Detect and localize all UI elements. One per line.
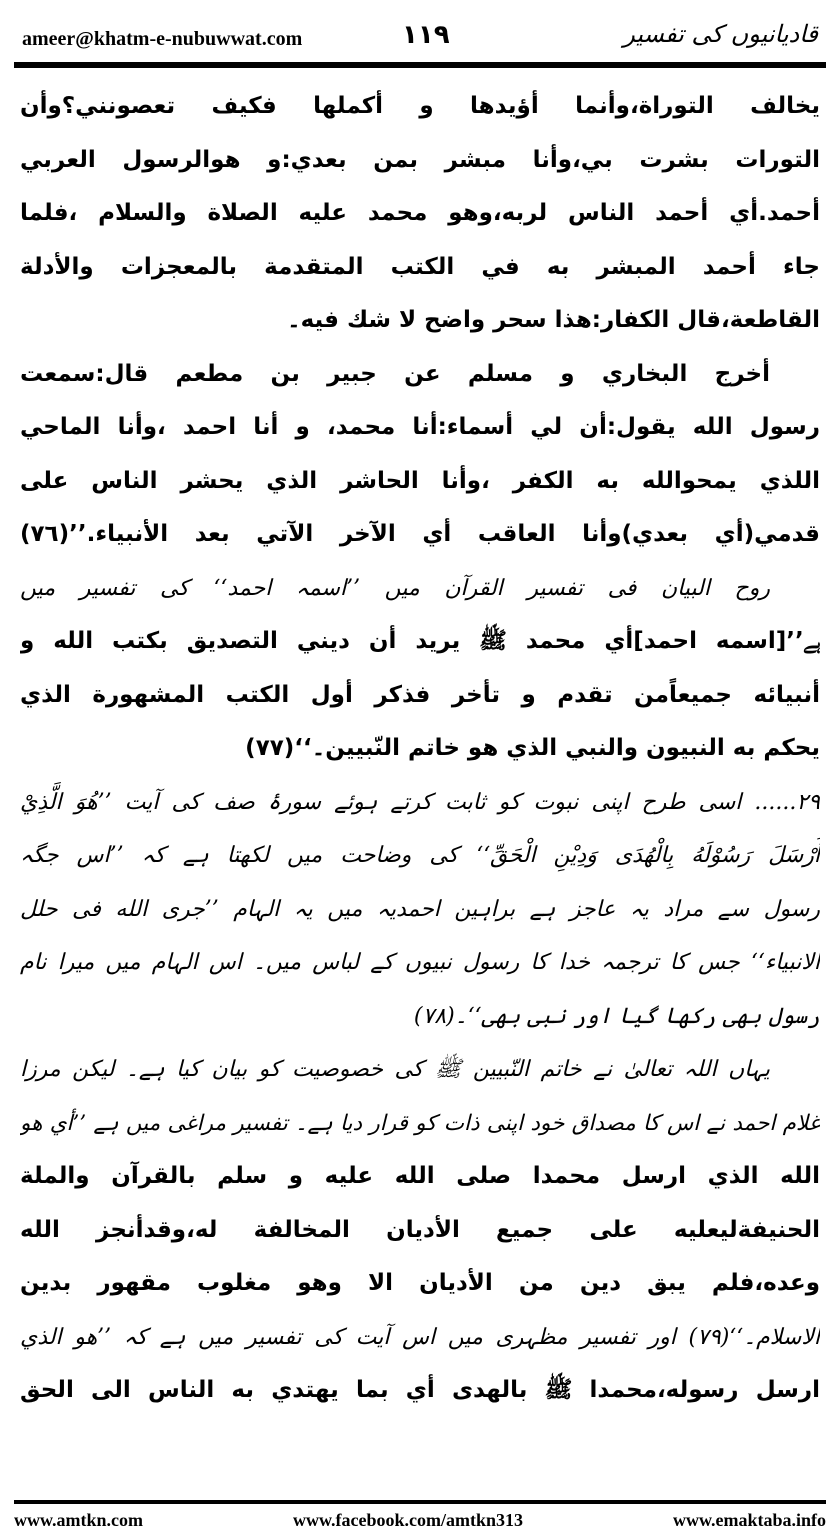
page-body [20, 80, 820, 1492]
page-footer [14, 1510, 826, 1536]
text-line: أحمد.أي أحمد الناس لربه،وهو محمد عليه الصلاة والسلام ،فلما [20, 200, 820, 226]
text-line: أخرج البخاري و مسلم عن جبير بن مطعم قال:سمعت [20, 360, 770, 387]
header-email: ameer@khatm-e-nubuwwat.com [22, 28, 303, 50]
text-line: رسول سے مراد یہ عاجز ہے براہین احمدیہ میں یہ الہام ’’جری الله فی حلل [20, 896, 820, 922]
text-line: يخالف التوراة،وأنما أؤيدها و أكملها فكيف تعصونني؟وأن [20, 93, 820, 119]
page-number: ١١٩ [402, 20, 450, 50]
text-line: القاطعة،قال الكفار:هذا سحر واضح لا شك فيه۔ [287, 307, 820, 333]
text-line: الحنيفةليعليه على جميع الأديان المخالفة له،وقدأنجز الله [20, 1216, 820, 1243]
text-line: ۲۹...... اسی طرح اپنی نبوت کو ثابت کرتے ہوئے سورۂ صف کی آیت ’’هُوَ الَّذِيْ [20, 789, 820, 815]
text-line: أَرْسَلَ رَسُوْلَهُ بِالْهُدَى وَدِيْنِ الْحَقِّ‘‘ کی وضاحت میں لکھتا ہے کہ ’’اس جگہ [20, 843, 820, 868]
footer-link-emaktaba[interactable]: www.emaktaba.info [672, 1510, 826, 1530]
page-header [14, 8, 826, 56]
text-line: اللذي يمحوالله به الكفر ،وأنا الحاشر الذي يحشر الناس على [20, 467, 820, 494]
text-line: رسول الله يقول:أن لي أسماء:أنا محمد، و أنا احمد ،وأنا الماحي [20, 414, 820, 440]
text-line: وعده،فلم يبق دين من الأديان الا وهو مغلوب مقهور بدين [20, 1270, 820, 1296]
text-line: رسول بھی رکھا گیا اور نبی بھی‘‘۔(۷۸) [413, 1003, 820, 1029]
text-line: ہے’’[اسمه احمد]أي محمد ﷺ يريد أن ديني التصديق بكتب الله و [20, 628, 820, 654]
text-line: جاء أحمد المبشر به في الكتب المتقدمة بالمعجزات والأدلة [20, 253, 820, 280]
text-line: غلام احمد نے اس کا مصداق خود اپنی ذات کو قرار دیا ہے۔ تفسیر مراغی میں ہے ’’أي هو [20, 1110, 820, 1136]
header-divider [14, 62, 826, 68]
text-line: التورات بشرت بي،وأنا مبشر بمن بعدي:و هوالرسول العربي [20, 146, 820, 173]
book-title: قادیانیوں کی تفسیر [623, 20, 818, 48]
footer-link-facebook[interactable]: www.facebook.com/amtkn313 [292, 1510, 523, 1530]
text-line: یہاں اللہ تعالیٰ نے خاتم النّبیین ﷺ کی خصوصیت کو بیان کیا ہے۔ لیکن مرزا [20, 1057, 770, 1082]
text-line: أنبيائه جميعاًمن تقدم و تأخر فذكر أول الكتب المشهورة الذي [20, 681, 820, 708]
text-line: ارسل رسوله،محمدا ﷺ بالهدى أي بما يهتدي به الناس الى الحق [20, 1377, 820, 1403]
text-line: روح البیان فی تفسیر القرآن میں ’’اسمہ احمد‘‘ کی تفسیر میں [20, 575, 770, 601]
footer-link-amtkn[interactable]: www.amtkn.com [14, 1510, 143, 1530]
footer-divider [14, 1500, 826, 1504]
text-line: الاسلام۔‘‘(۷۹) اور تفسیر مظہری میں اس آیت کی تفسیر میں ہے کہ ’’هو الذي [20, 1324, 820, 1350]
text-line: الانبیاء‘‘ جس کا ترجمہ خدا کا رسول نبیوں کے لباس میں۔ اس الہام میں میرا نام [20, 950, 820, 975]
text-line: قدمي(أي بعدي)وأنا العاقب أي الآخر الآتي بعد الأنبياء.’’(٧٦) [20, 521, 820, 547]
text-line: الله الذي ارسل محمدا صلى الله عليه و سلم بالقرآن والملة [20, 1163, 820, 1189]
text-line: يحكم به النبيون والنبي الذي هو خاتم النّبيين۔‘‘(٧٧) [245, 735, 820, 761]
